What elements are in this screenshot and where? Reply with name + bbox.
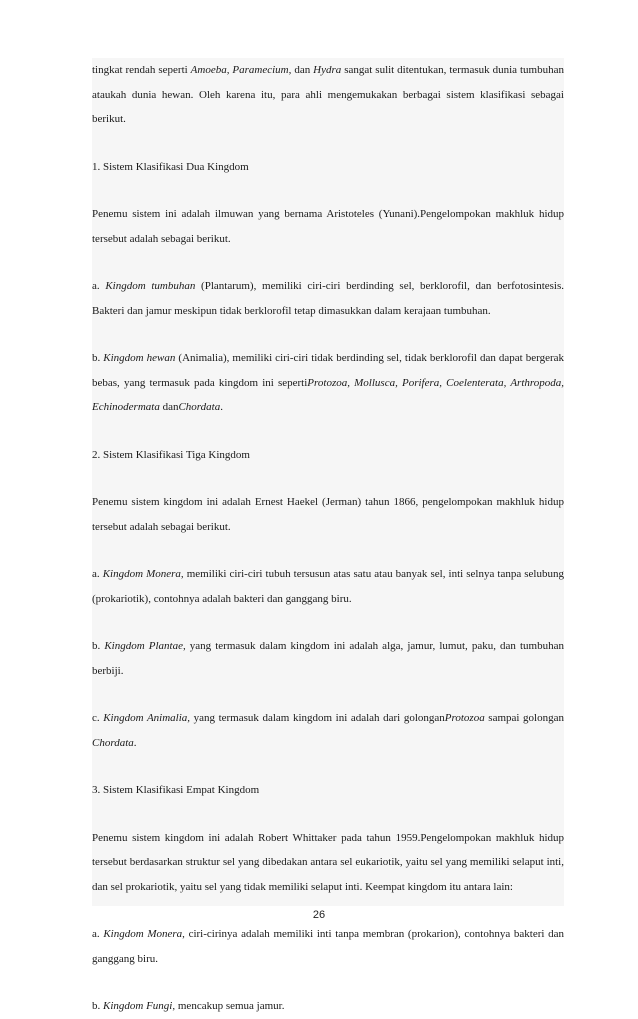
paragraph-kingdom-monera: a. Kingdom Monera, memiliki ciri-ciri tubuh tersusun atas satu atau banyak sel, inti selnya tanpa selubung (prokariotik), contohnya adalah bakteri dan ganggang biru. [92,568,564,605]
paragraph-aristoteles: Penemu sistem ini adalah ilmuwan yang bernama Aristoteles (Yunani).Pengelompokan makhluk hidup tersebut adalah sebagai berikut. [92,208,564,245]
paragraph-kingdom-hewan: b. Kingdom hewan (Animalia), memiliki ciri-ciri tidak berdinding sel, tidak berklorofil dan dapat bergerak bebas, yang termasuk pada kingdom ini sepertiProtozoa, Mollusca, Porifera, Coelenterata, Arthropoda, Echinodermata danChordata. [92,352,565,413]
intro-paragraph: tingkat rendah seperti Amoeba, Paramecium, dan Hydra sangat sulit ditentukan, termasuk dunia tumbuhan ataukah dunia hewan. Oleh karena itu, para ahli mengemukakan berbagai sistem klasifikasi sebagai berikut. [92,64,564,125]
paragraph-haekel: Penemu sistem kingdom ini adalah Ernest Haekel (Jerman) tahun 1866, pengelompokan makhluk hidup tersebut adalah sebagai berikut. [92,496,564,533]
paragraph-kingdom-fungi: b. Kingdom Fungi, mencakup semua jamur. [92,1000,285,1012]
paragraph-whittaker: Penemu sistem kingdom ini adalah Robert Whittaker pada tahun 1959.Pengelompokan makhluk hidup tersebut berdasarkan struktur sel yang dibedakan antara sel eukariotik, yaitu sel yang memiliki selaput inti, dan sel prokariotik, yaitu sel yang tidak memiliki selaput inti. Keempat kingdom itu antara lain: [92,831,564,893]
paragraph-kingdom-animalia: c. Kingdom Animalia, yang termasuk dalam kingdom ini adalah dari golonganProtozoa sampai golongan Chordata. [92,712,564,749]
paragraph-kingdom-tumbuhan: a. Kingdom tumbuhan (Plantarum), memiliki ciri-ciri berdinding sel, berklorofil, dan berfotosintesis. Bakteri dan jamur meskipun tidak berklorofil tetap dimasukkan dalam kerajaan tumbuhan. [92,280,565,317]
page-number: 26 [312,909,326,921]
section-heading-two-kingdom: 1. Sistem Klasifikasi Dua Kingdom [92,160,249,173]
section-heading-four-kingdom: 3. Sistem Klasifikasi Empat Kingdom [92,784,260,796]
paragraph-kingdom-monera-2: a. Kingdom Monera, ciri-cirinya adalah memiliki inti tanpa membran (prokarion), contohnya bakteri dan ganggang biru. [92,928,564,965]
section-heading-three-kingdom: 2. Sistem Klasifikasi Tiga Kingdom [92,448,250,461]
paragraph-kingdom-plantae: b. Kingdom Plantae, yang termasuk dalam kingdom ini adalah alga, jamur, lumut, paku, dan tumbuhan berbiji. [92,640,564,677]
